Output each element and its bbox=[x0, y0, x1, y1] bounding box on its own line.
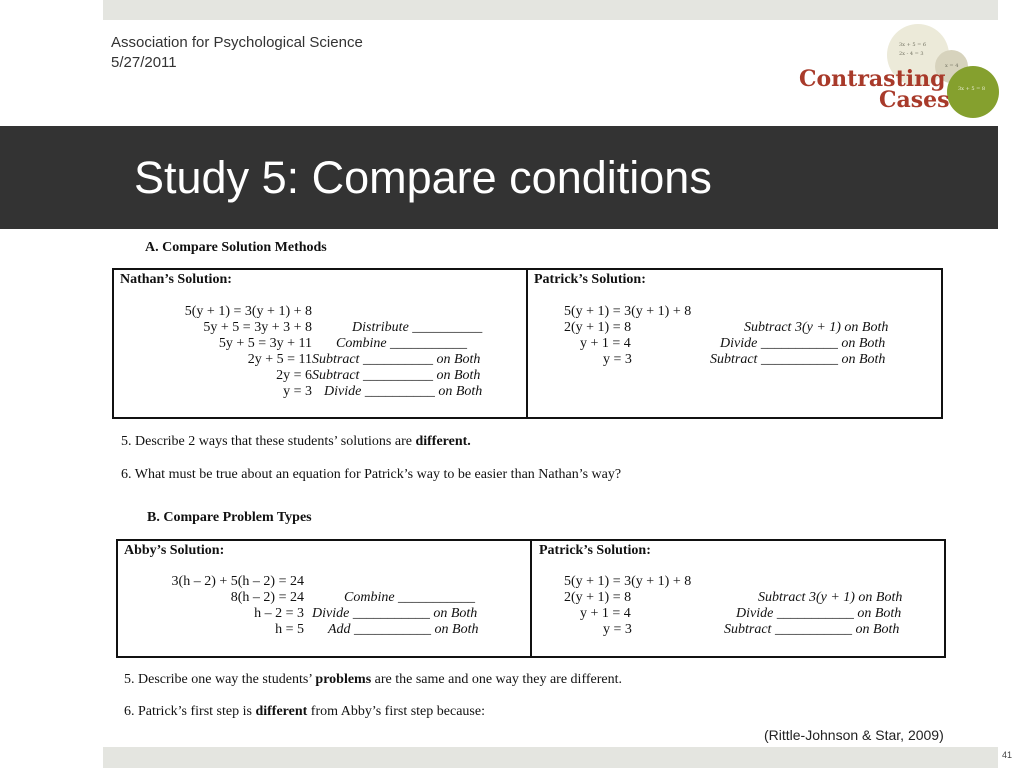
step-label: Combine ___________ bbox=[344, 590, 476, 605]
question-text: 5. Describe one way the students’ bbox=[124, 672, 316, 687]
question-emphasis: different. bbox=[415, 434, 471, 449]
logo-equation: x = 4 bbox=[945, 63, 959, 69]
equation-right: y = 3 bbox=[603, 622, 632, 637]
solution-box-b bbox=[116, 539, 946, 658]
equation-left: 2y + 5 = 11 bbox=[247, 352, 312, 367]
equation-left: 5(y + 1) = 3(y + 1) + 8 bbox=[184, 304, 312, 319]
question-a5 bbox=[121, 434, 471, 450]
logo-title-cases: Cases bbox=[879, 87, 950, 113]
step-label: Divide __________ on Both bbox=[324, 384, 483, 399]
equation-left: 3(h – 2) + 5(h – 2) = 24 bbox=[171, 574, 304, 589]
organization-label: Association for Psychological Science bbox=[111, 34, 363, 51]
step-label: Subtract ___________ on Both bbox=[710, 352, 886, 367]
section-a-heading: A. Compare Solution Methods bbox=[145, 240, 327, 255]
question-text: from Abby’s first step because: bbox=[307, 704, 485, 719]
page-number: 41 bbox=[1002, 750, 1013, 760]
step-label: Subtract 3(y + 1) on Both bbox=[758, 590, 903, 605]
question-emphasis: problems bbox=[315, 672, 372, 687]
abby-solution-title: Abby’s Solution: bbox=[124, 543, 225, 558]
section-b-heading: B. Compare Problem Types bbox=[147, 510, 312, 525]
equation-right: 5(y + 1) = 3(y + 1) + 8 bbox=[564, 574, 692, 589]
equation-right: y + 1 = 4 bbox=[580, 336, 631, 351]
box-divider bbox=[530, 541, 532, 656]
top-band bbox=[103, 0, 998, 20]
logo-equation: 2x - 4 = 3 bbox=[899, 51, 924, 57]
equation-left: 5y + 5 = 3y + 11 bbox=[218, 336, 312, 351]
question-text: are the same and one way they are different. bbox=[371, 672, 623, 687]
box-divider bbox=[526, 270, 528, 417]
question-b5 bbox=[124, 672, 622, 688]
equation-right: y = 3 bbox=[603, 352, 632, 367]
contrasting-cases-logo bbox=[795, 22, 1000, 120]
equation-right: 5(y + 1) = 3(y + 1) + 8 bbox=[564, 304, 692, 319]
step-label: Add ___________ on Both bbox=[328, 622, 479, 637]
equation-left: 5y + 5 = 3y + 3 + 8 bbox=[203, 320, 312, 335]
nathan-solution-title: Nathan’s Solution: bbox=[120, 272, 232, 287]
equation-left: 8(h – 2) = 24 bbox=[230, 590, 304, 605]
question-text: 6. Patrick’s first step is bbox=[124, 704, 256, 719]
step-label: Subtract __________ on Both bbox=[312, 352, 481, 367]
step-label: Subtract __________ on Both bbox=[312, 368, 481, 383]
step-label: Divide ___________ on Both bbox=[312, 606, 478, 621]
equation-left: h = 5 bbox=[275, 622, 304, 637]
logo-equation: 3x + 5 = 6 bbox=[899, 42, 927, 48]
patrick-solution-title: Patrick’s Solution: bbox=[539, 543, 651, 558]
equation-right: 2(y + 1) = 8 bbox=[564, 320, 632, 335]
solution-box-a bbox=[112, 268, 943, 419]
step-label: Distribute __________ bbox=[352, 320, 483, 335]
question-a6: 6. What must be true about an equation for Patrick’s way to be easier than Nathan’s way? bbox=[121, 467, 622, 482]
step-label: Combine ___________ bbox=[336, 336, 468, 351]
logo-title-contrasting: Contrasting bbox=[799, 66, 946, 92]
step-label: Divide ___________ on Both bbox=[736, 606, 902, 621]
question-b6 bbox=[124, 704, 485, 720]
bottom-band bbox=[103, 747, 998, 768]
slide-title: Study 5: Compare conditions bbox=[134, 152, 712, 203]
equation-right: 2(y + 1) = 8 bbox=[564, 590, 632, 605]
question-text: 5. Describe 2 ways that these students’ solutions are bbox=[121, 434, 416, 449]
patrick-solution-title: Patrick’s Solution: bbox=[534, 272, 646, 287]
step-label: Divide ___________ on Both bbox=[720, 336, 886, 351]
equation-left: y = 3 bbox=[283, 384, 312, 399]
citation: (Rittle-Johnson & Star, 2009) bbox=[764, 727, 944, 743]
header-info bbox=[111, 33, 363, 73]
logo-equation: 3x + 5 = 8 bbox=[958, 86, 986, 92]
date-label: 5/27/2011 bbox=[111, 54, 177, 71]
equation-left: h – 2 = 3 bbox=[254, 606, 304, 621]
step-label: Subtract 3(y + 1) on Both bbox=[744, 320, 889, 335]
equation-left: 2y = 6 bbox=[276, 368, 312, 383]
question-emphasis: different bbox=[255, 704, 308, 719]
step-label: Subtract ___________ on Both bbox=[724, 622, 900, 637]
equation-right: y + 1 = 4 bbox=[580, 606, 631, 621]
